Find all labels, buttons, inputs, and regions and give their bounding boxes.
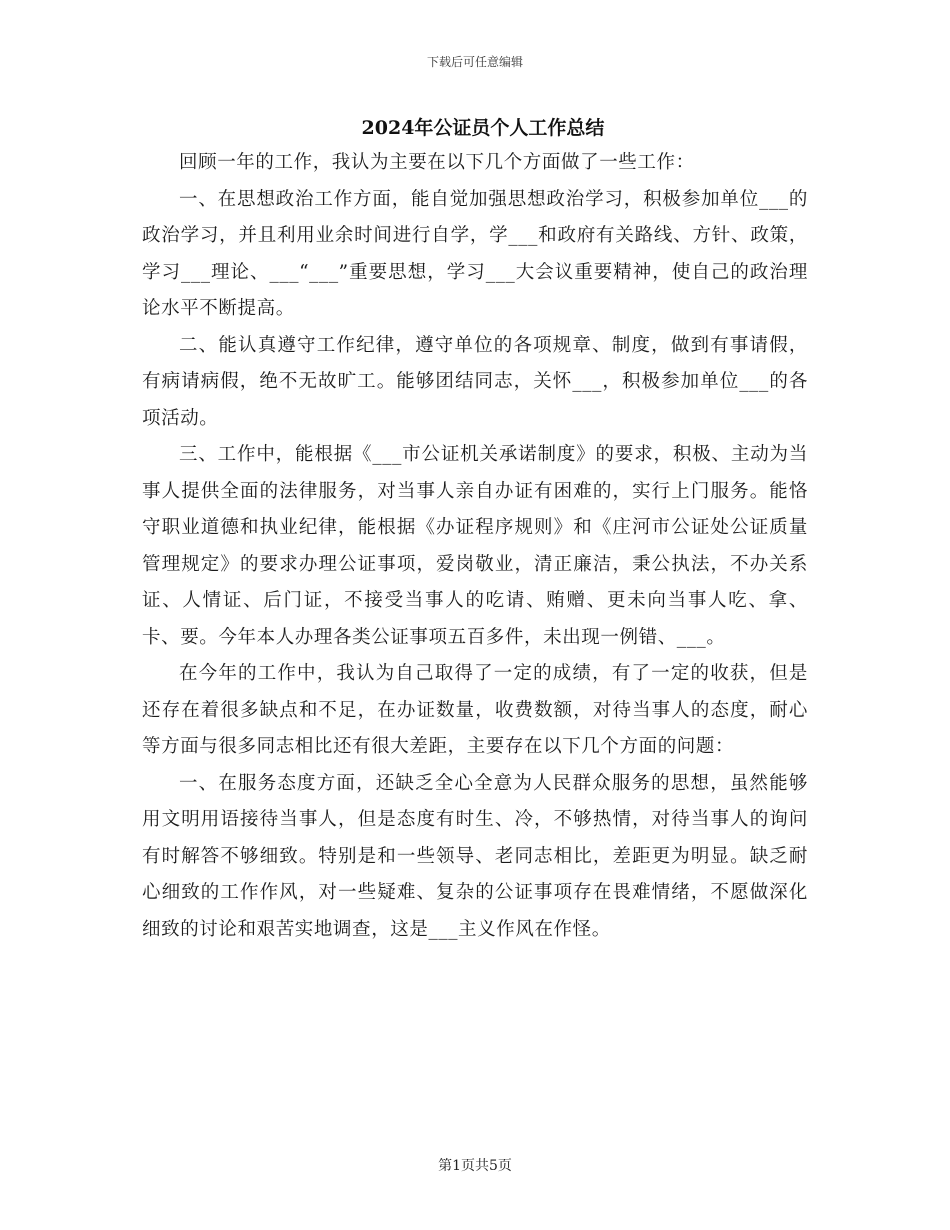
- header-note: 下载后可任意编辑: [426, 55, 523, 69]
- document-body: [142, 145, 808, 948]
- paragraph-work-discipline: 二、能认真遵守工作纪律，遵守单位的各项规章、制度，做到有事请假，有病请病假，绝不无故旷工。能够团结同志，关怀___，积极参加单位___的各项活动。: [142, 334, 808, 429]
- document-title: 2024年公证员个人工作总结: [361, 117, 605, 139]
- paragraph-intro: 回顾一年的工作，我认为主要在以下几个方面做了一些工作：: [179, 152, 695, 173]
- paragraph-political-study: 一、在思想政治工作方面，能自觉加强思想政治学习，积极参加单位___的政治学习，并且利用业余时间进行自学，学___和政府有关路线、方针、政策，学习___理论、___“___”重要思想，学习___大会议重要精神，使自己的政治理论水平不断提高。: [142, 188, 808, 319]
- paragraph-service-attitude: 一、在服务态度方面，还缺乏全心全意为人民群众服务的思想，虽然能够用文明用语接待当事人，但是态度有时生、冷，不够热情，对待当事人的询问有时解答不够细致。特别是和一些领导、老同志相比，差距更为明显。缺乏耐心细致的工作作风，对一些疑难、复杂的公证事项存在畏难情绪，不愿做深化细致的讨论和艰苦实地调查，这是___主义作风在作怪。: [142, 772, 808, 940]
- paragraph-shortcomings: 在今年的工作中，我认为自己取得了一定的成绩，有了一定的收获，但是还存在着很多缺点和不足，在办证数量，收费数额，对待当事人的态度，耐心等方面与很多同志相比还有很大差距，主要存在以下几个方面的问题：: [142, 663, 808, 757]
- page-number: 第1页共5页: [438, 1158, 512, 1174]
- paragraph-legal-service: 三、工作中，能根据《___市公证机关承诺制度》的要求，积极、主动为当事人提供全面的法律服务，对当事人亲自办证有困难的，实行上门服务。能恪守职业道德和执业纪律，能根据《办证程序规则》和《庄河市公证处公证质量管理规定》的要求办理公证事项，爱岗敬业，清正廉洁，秉公执法，不办关系证、人情证、后门证，不接受当事人的吃请、贿赠、更未向当事人吃、拿、卡、要。今年本人办理各类公证事项五百多件，未出现一例错、___。: [142, 444, 808, 648]
